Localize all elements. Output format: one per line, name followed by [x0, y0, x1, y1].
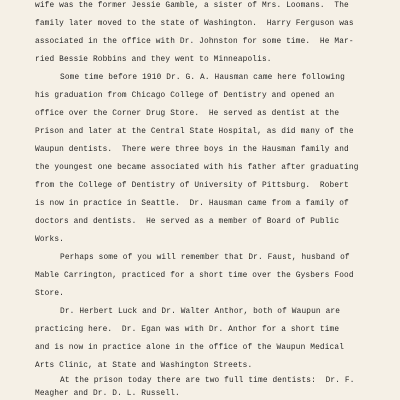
paragraph-first-line: Some time before 1910 Dr. G. A. Hausman came here following: [60, 74, 345, 82]
text-line: Store.: [35, 290, 64, 298]
text-line: Prison and later at the Central State Hospital, as did many of the: [35, 128, 354, 136]
text-line: Waupun dentists. There were three boys in the Hausman family and: [35, 146, 349, 154]
text-line: wife was the former Jessie Gamble, a sister of Mrs. Loomans. The: [35, 2, 349, 10]
text-line: the youngest one became associated with his father after graduating: [35, 164, 359, 172]
text-line: ried Bessie Robbins and they went to Minneapolis.: [35, 56, 272, 64]
text-line: family later moved to the state of Washington. Harry Ferguson was: [35, 20, 354, 28]
text-line: Mable Carrington, practiced for a short time over the Gysbers Food: [35, 272, 354, 280]
text-line: and is now in practice alone in the office of the Waupun Medical: [35, 344, 345, 352]
text-line: associated in the office with Dr. Johnston for some time. He Mar-: [35, 38, 354, 46]
text-line: is now in practice in Seattle. Dr. Hausman came from a family of: [35, 200, 349, 208]
text-line: Works.: [35, 236, 64, 244]
text-line: office over the Corner Drug Store. He served as dentist at the: [35, 110, 340, 118]
paragraph-first-line: Perhaps some of you will remember that Dr. Faust, husband of: [60, 254, 350, 262]
text-line: his graduation from Chicago College of Dentistry and opened an: [35, 92, 335, 100]
text-line: Meagher and Dr. D. L. Russell.: [35, 390, 180, 398]
paragraph-first-line: At the prison today there are two full time dentists: Dr. F.: [60, 377, 355, 385]
text-line: doctors and dentists. He served as a member of Board of Public: [35, 218, 340, 226]
text-line: from the College of Dentistry of University of Pittsburg. Robert: [35, 182, 349, 190]
text-line: Arts Clinic, at State and Washington Streets.: [35, 362, 253, 370]
text-line: practicing here. Dr. Egan was with Dr. Anthor for a short time: [35, 326, 340, 334]
paragraph-first-line: Dr. Herbert Luck and Dr. Walter Anthor, both of Waupun are: [60, 308, 341, 316]
